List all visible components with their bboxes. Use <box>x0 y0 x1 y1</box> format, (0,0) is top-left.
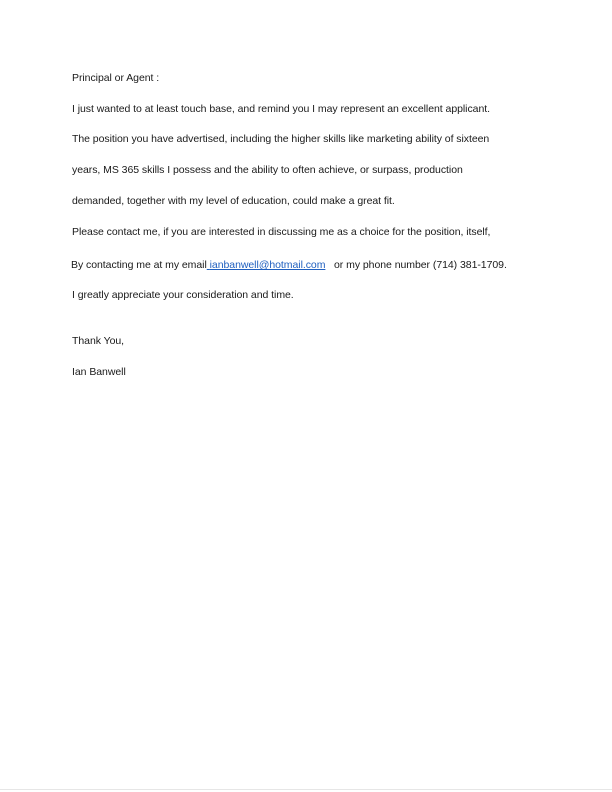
paragraph-position-line-3: demanded, together with my level of education, could make a great fit. <box>72 195 395 207</box>
contact-prefix: By contacting me at my email <box>71 259 207 271</box>
paragraph-position-line-1: The position you have advertised, including the higher skills like marketing ability of sixteen <box>72 133 490 145</box>
contact-line <box>71 258 507 272</box>
salutation: Principal or Agent : <box>72 72 160 84</box>
paragraph-contact-request: Please contact me, if you are interested in discussing me as a choice for the position, itself, <box>72 226 491 238</box>
closing: Thank You, <box>72 335 125 347</box>
signature-name: Ian Banwell <box>72 366 126 378</box>
email-link[interactable]: ianbanwell@hotmail.com <box>209 259 326 271</box>
contact-suffix: or my phone number (714) 381-1709. <box>334 259 507 271</box>
paragraph-position-line-2: years, MS 365 skills I possess and the ability to often achieve, or surpass, production <box>72 164 463 176</box>
page-bottom-divider <box>0 789 612 790</box>
appreciation-line: I greatly appreciate your consideration and time. <box>72 289 294 301</box>
paragraph-intro: I just wanted to at least touch base, and remind you I may represent an excellent applicant. <box>72 103 490 115</box>
